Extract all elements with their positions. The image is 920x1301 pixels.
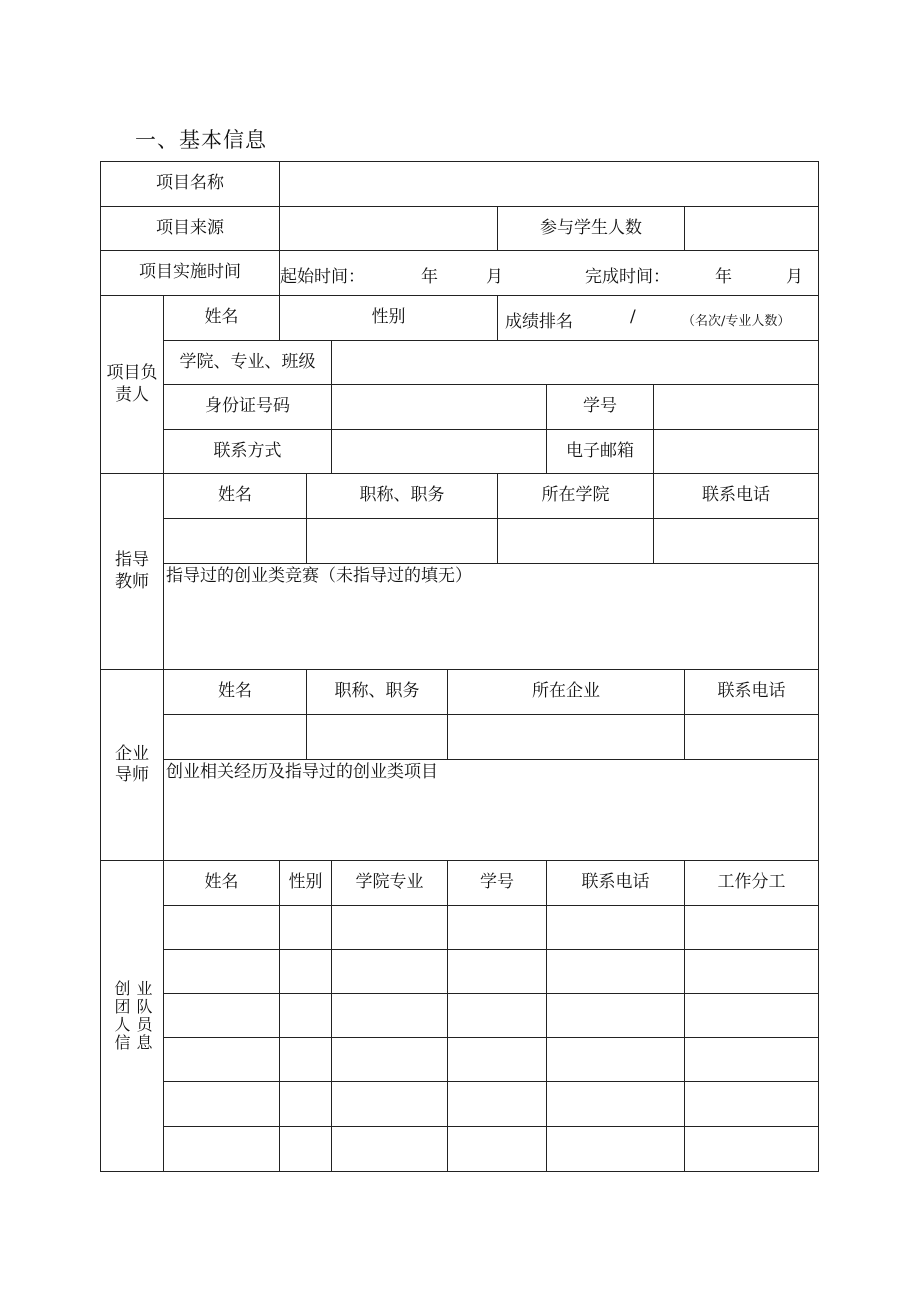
advisor-phone-field[interactable] bbox=[653, 518, 819, 564]
leader-student-no-label: 学号 bbox=[546, 384, 654, 430]
team-row-3-college-field[interactable] bbox=[331, 993, 448, 1038]
student-count-label: 参与学生人数 bbox=[497, 206, 685, 251]
leader-rank-label: 成绩排名 bbox=[505, 312, 573, 332]
advisor-name-field[interactable] bbox=[163, 518, 307, 564]
project-name-label: 项目名称 bbox=[100, 161, 280, 207]
leader-id-label: 身份证号码 bbox=[163, 384, 332, 430]
team-row-5-student-no-field[interactable] bbox=[447, 1081, 547, 1127]
team-row-6-gender-field[interactable] bbox=[279, 1126, 332, 1172]
team-group-label bbox=[100, 860, 164, 1172]
project-source-field[interactable] bbox=[279, 206, 498, 251]
leader-gender-label: 性别 bbox=[279, 295, 498, 341]
mentor-group-label bbox=[100, 669, 164, 861]
team-row-5-phone-field[interactable] bbox=[546, 1081, 685, 1127]
advisor-college-header: 所在学院 bbox=[497, 473, 654, 519]
team-header-name: 姓名 bbox=[163, 860, 280, 906]
team-row-1-college-field[interactable] bbox=[331, 905, 448, 950]
advisor-competition-label: 指导过的创业类竞赛（未指导过的填无） bbox=[166, 566, 472, 586]
advisor-phone-header: 联系电话 bbox=[653, 473, 819, 519]
advisor-title-field[interactable] bbox=[306, 518, 498, 564]
mentor-company-field[interactable] bbox=[447, 714, 685, 760]
team-group-text-col2: 创团人信 bbox=[112, 980, 131, 1052]
team-row-6-role-field[interactable] bbox=[684, 1126, 819, 1172]
project-source-label: 项目来源 bbox=[100, 206, 280, 251]
team-row-3-student-no-field[interactable] bbox=[447, 993, 547, 1038]
section-heading: 一、基本信息 bbox=[135, 128, 267, 152]
team-row-1-name-field[interactable] bbox=[163, 905, 280, 950]
team-row-2-phone-field[interactable] bbox=[546, 949, 685, 994]
advisor-group-label bbox=[100, 473, 164, 670]
team-row-5-role-field[interactable] bbox=[684, 1081, 819, 1127]
team-header-phone: 联系电话 bbox=[546, 860, 685, 906]
start-year-char: 年 bbox=[421, 267, 438, 287]
leader-group-text: 项目负 责人 bbox=[106, 363, 158, 405]
leader-email-label: 电子邮箱 bbox=[546, 429, 654, 474]
team-row-6-college-field[interactable] bbox=[331, 1126, 448, 1172]
team-row-3-role-field[interactable] bbox=[684, 993, 819, 1038]
leader-id-field[interactable] bbox=[331, 384, 547, 430]
team-row-3-name-field[interactable] bbox=[163, 993, 280, 1038]
leader-group-label bbox=[100, 295, 164, 474]
leader-rank-slash: / bbox=[630, 307, 636, 327]
leader-email-field[interactable] bbox=[653, 429, 819, 474]
team-header-role: 工作分工 bbox=[684, 860, 819, 906]
team-row-6-name-field[interactable] bbox=[163, 1126, 280, 1172]
period-label: 项目实施时间 bbox=[100, 250, 280, 296]
leader-college-label: 学院、专业、班级 bbox=[163, 340, 332, 385]
advisor-college-field[interactable] bbox=[497, 518, 654, 564]
team-row-4-student-no-field[interactable] bbox=[447, 1037, 547, 1082]
team-row-5-gender-field[interactable] bbox=[279, 1081, 332, 1127]
start-month-char: 月 bbox=[486, 267, 503, 287]
team-row-3-phone-field[interactable] bbox=[546, 993, 685, 1038]
end-year-char: 年 bbox=[715, 267, 732, 287]
project-name-field[interactable] bbox=[279, 161, 819, 207]
team-group-text-col1: 业队员息 bbox=[134, 980, 153, 1052]
team-row-1-student-no-field[interactable] bbox=[447, 905, 547, 950]
team-row-1-gender-field[interactable] bbox=[279, 905, 332, 950]
leader-name-label: 姓名 bbox=[163, 295, 280, 341]
team-row-1-phone-field[interactable] bbox=[546, 905, 685, 950]
team-row-5-name-field[interactable] bbox=[163, 1081, 280, 1127]
mentor-experience-label: 创业相关经历及指导过的创业类项目 bbox=[166, 762, 438, 782]
student-count-field[interactable] bbox=[684, 206, 819, 251]
advisor-title-header: 职称、职务 bbox=[306, 473, 498, 519]
team-header-college: 学院专业 bbox=[331, 860, 448, 906]
team-header-gender: 性别 bbox=[279, 860, 332, 906]
mentor-experience-field[interactable] bbox=[163, 759, 819, 861]
leader-contact-label: 联系方式 bbox=[163, 429, 332, 474]
team-row-2-gender-field[interactable] bbox=[279, 949, 332, 994]
start-time-label: 起始时间： bbox=[280, 267, 365, 287]
mentor-phone-header: 联系电话 bbox=[684, 669, 819, 715]
team-row-4-role-field[interactable] bbox=[684, 1037, 819, 1082]
advisor-name-header: 姓名 bbox=[163, 473, 307, 519]
mentor-name-header: 姓名 bbox=[163, 669, 307, 715]
mentor-phone-field[interactable] bbox=[684, 714, 819, 760]
leader-contact-field[interactable] bbox=[331, 429, 547, 474]
team-row-4-name-field[interactable] bbox=[163, 1037, 280, 1082]
mentor-name-field[interactable] bbox=[163, 714, 307, 760]
team-row-1-role-field[interactable] bbox=[684, 905, 819, 950]
team-row-2-name-field[interactable] bbox=[163, 949, 280, 994]
team-row-2-student-no-field[interactable] bbox=[447, 949, 547, 994]
team-row-2-college-field[interactable] bbox=[331, 949, 448, 994]
advisor-group-text: 指导 教师 bbox=[115, 550, 149, 592]
team-row-3-gender-field[interactable] bbox=[279, 993, 332, 1038]
mentor-group-text: 企业 导师 bbox=[115, 743, 149, 785]
advisor-competition-field[interactable] bbox=[163, 563, 819, 670]
team-row-4-gender-field[interactable] bbox=[279, 1037, 332, 1082]
leader-student-no-field[interactable] bbox=[653, 384, 819, 430]
mentor-title-header: 职称、职务 bbox=[306, 669, 448, 715]
leader-college-field[interactable] bbox=[331, 340, 819, 385]
mentor-title-field[interactable] bbox=[306, 714, 448, 760]
leader-rank-note: （名次/专业人数） bbox=[682, 314, 791, 329]
end-month-char: 月 bbox=[786, 267, 803, 287]
team-row-4-college-field[interactable] bbox=[331, 1037, 448, 1082]
mentor-company-header: 所在企业 bbox=[447, 669, 685, 715]
team-row-2-role-field[interactable] bbox=[684, 949, 819, 994]
end-time-label: 完成时间： bbox=[585, 267, 670, 287]
team-header-student-no: 学号 bbox=[447, 860, 547, 906]
team-row-5-college-field[interactable] bbox=[331, 1081, 448, 1127]
team-row-6-student-no-field[interactable] bbox=[447, 1126, 547, 1172]
team-row-4-phone-field[interactable] bbox=[546, 1037, 685, 1082]
team-row-6-phone-field[interactable] bbox=[546, 1126, 685, 1172]
